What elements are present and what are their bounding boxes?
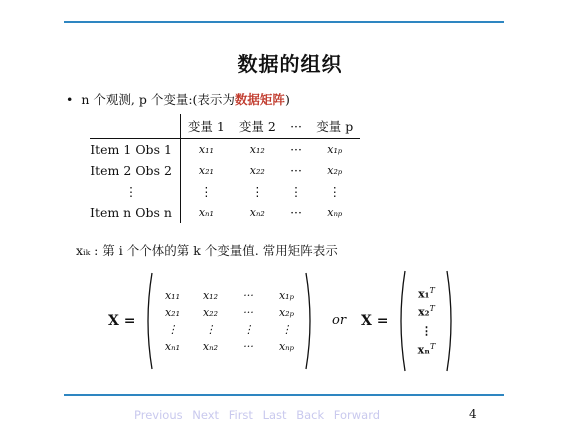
- matrix-cell: x₁$^T$: [418, 285, 435, 301]
- slide-title: 数据的组织: [237, 52, 343, 76]
- table-cell: xₙₚ: [327, 206, 343, 219]
- left-paren-icon: [396, 270, 406, 372]
- nav-back-link[interactable]: Back: [296, 408, 325, 422]
- row-label: ⋮: [90, 181, 180, 202]
- matrix-cell: x₂₂: [202, 306, 218, 319]
- table-row: [90, 202, 360, 223]
- matrix-cell: x₁₂: [202, 289, 218, 302]
- bullet-highlight: 数据矩阵: [234, 92, 285, 107]
- table-cell: xₙ₁: [198, 206, 214, 219]
- table-cell: x₁₂: [249, 143, 265, 156]
- nav-forward-link[interactable]: Forward: [333, 408, 381, 422]
- definition-text: xᵢₖ : 第 i 个个体的第 k 个变量值. 常用矩阵表示: [76, 243, 338, 258]
- matrix-cell: x₂₁: [164, 306, 180, 319]
- data-matrix: [108, 272, 315, 370]
- matrix-cell: x₁₁: [164, 289, 180, 302]
- row-label: Item 1 Obs 1: [90, 139, 180, 161]
- col-header: ···: [283, 114, 310, 139]
- bullet-text-post: ): [284, 92, 290, 107]
- observation-table: [90, 114, 360, 223]
- table-row: [90, 139, 360, 161]
- top-rule: [64, 21, 504, 23]
- page-number: 4: [469, 407, 477, 421]
- matrix-label: X =: [361, 313, 389, 329]
- nav-last-link[interactable]: Last: [262, 408, 287, 422]
- matrix-cell: ⋮: [420, 324, 432, 338]
- table-cell: xₙ₂: [249, 206, 265, 219]
- matrix-cell: ···: [243, 289, 254, 302]
- table-cell: x₂₂: [249, 164, 265, 177]
- nav-first-link[interactable]: First: [228, 408, 253, 422]
- table-row: [90, 181, 360, 202]
- table-cell: ···: [290, 163, 302, 178]
- row-label: Item n Obs n: [90, 202, 180, 223]
- matrix-cell: x₂$^T$: [418, 304, 435, 319]
- table-cell: x₁₁: [198, 143, 214, 156]
- table-cell: x₂ₚ: [327, 164, 343, 177]
- col-header: 变量 2: [232, 114, 283, 139]
- col-header: 变量 p: [309, 114, 360, 139]
- right-paren-icon: [305, 272, 315, 370]
- table-cell: ⋮: [251, 184, 264, 199]
- nav-next-link[interactable]: Next: [192, 408, 220, 422]
- table-cell: ···: [290, 142, 302, 157]
- matrix-cell: x₁ₚ: [278, 289, 294, 302]
- bullet-marker: •: [66, 92, 74, 107]
- table-cell: ···: [290, 205, 302, 220]
- table-cell: ⋮: [328, 184, 342, 199]
- table-cell: x₁ₚ: [327, 143, 343, 156]
- col-header: 变量 1: [180, 114, 231, 139]
- matrix-cell: ···: [243, 306, 254, 319]
- matrix-label: X =: [108, 313, 136, 329]
- matrix-cell: ⋮: [280, 323, 292, 336]
- matrix-entries: [153, 287, 305, 355]
- matrix-entries: [406, 284, 446, 359]
- bottom-rule: [64, 394, 504, 396]
- matrix-cell: xₙ₁: [164, 340, 180, 353]
- nav-bar: [134, 408, 384, 422]
- row-vector-matrix: [361, 270, 456, 372]
- matrix-cell: xₙ₂: [202, 340, 218, 353]
- row-label: Item 2 Obs 2: [90, 160, 180, 181]
- nav-previous-link[interactable]: Previous: [134, 408, 183, 422]
- matrix-cell: xₙ$^T$: [417, 341, 436, 357]
- matrix-cell: x₂ₚ: [278, 306, 294, 319]
- table-cell: ⋮: [200, 184, 213, 199]
- matrix-cell: ⋮: [242, 323, 254, 336]
- matrix-cell: ···: [243, 340, 254, 353]
- bullet-line: [66, 90, 290, 108]
- table-corner: [90, 114, 180, 139]
- matrix-cell: ⋮: [166, 323, 178, 336]
- matrix-cell: xₙₚ: [278, 340, 294, 353]
- table-cell: x₂₁: [198, 164, 214, 177]
- matrix-cell: ⋮: [204, 323, 216, 336]
- table-row: [90, 160, 360, 181]
- table-cell: ⋮: [289, 184, 303, 199]
- or-text: or: [332, 313, 347, 328]
- table-header-row: [90, 114, 360, 139]
- bullet-text-pre: n 个观测, p 个变量:(表示为: [81, 92, 235, 107]
- left-paren-icon: [143, 272, 153, 370]
- right-paren-icon: [446, 270, 456, 372]
